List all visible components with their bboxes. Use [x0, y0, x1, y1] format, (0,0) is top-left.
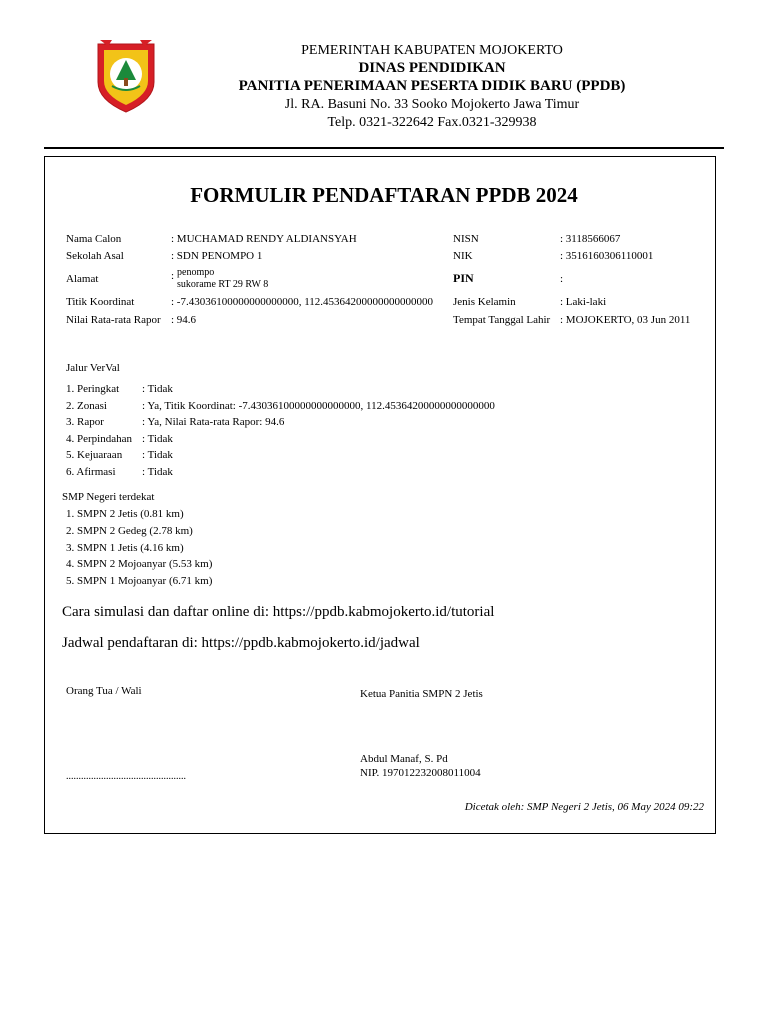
header-phone: Telp. 0321-322642 Fax.0321-329938 — [327, 115, 537, 130]
jalur-label: 3. Rapor — [66, 416, 104, 428]
list-item: 2. SMPN 2 Gedeg (2.78 km) — [66, 525, 193, 537]
header-divider — [44, 147, 724, 149]
jalur-title: Jalur VerVal — [66, 362, 120, 374]
alamat-colon: : — [171, 270, 175, 282]
label-nama-calon: Nama Calon — [66, 233, 122, 245]
smp-title: SMP Negeri terdekat — [62, 491, 155, 503]
jalur-value: : Ya, Nilai Rata-rata Rapor: 94.6 — [142, 416, 285, 428]
jalur-value: : Tidak — [142, 466, 173, 478]
jalur-value: : Tidak — [142, 383, 173, 395]
value-nisn: : 3118566067 — [560, 233, 621, 245]
tutorial-link-text: Cara simulasi dan daftar online di: https://ppdb.kabmojokerto.id/tutorial — [62, 604, 495, 620]
list-item: 3. SMPN 1 Jetis (4.16 km) — [66, 542, 184, 554]
jalur-value: : Ya, Titik Koordinat: -7.43036100000000000000, 112.45364200000000000000 — [142, 400, 495, 412]
jalur-value: : Tidak — [142, 433, 173, 445]
value-nik: : 3516160306110001 — [560, 250, 654, 262]
header-government: PEMERINTAH KABUPATEN MOJOKERTO — [301, 43, 563, 58]
label-titik-koordinat: Titik Koordinat — [66, 296, 135, 308]
list-item: 5. SMPN 1 Mojoanyar (6.71 km) — [66, 575, 213, 587]
committee-nip: NIP. 197012232008011004 — [360, 767, 481, 779]
jalur-value: : Tidak — [142, 449, 173, 461]
committee-signature-label: Ketua Panitia SMPN 2 Jetis — [360, 688, 483, 700]
list-item: 1. SMPN 2 Jetis (0.81 km) — [66, 508, 184, 520]
value-nilai-rapor: : 94.6 — [171, 314, 197, 326]
header-committee: PANITIA PENERIMAAN PESERTA DIDIK BARU (PPDB) — [238, 78, 626, 94]
jalur-label: 4. Perpindahan — [66, 433, 132, 445]
label-tempat-tanggal-lahir: Tempat Tanggal Lahir — [453, 314, 551, 326]
label-sekolah-asal: Sekolah Asal — [66, 250, 124, 262]
label-nilai-rapor: Nilai Rata-rata Rapor — [66, 314, 161, 326]
value-titik-koordinat: : -7.43036100000000000000, 112.45364200000000000000 — [171, 296, 434, 308]
committee-name: Abdul Manaf, S. Pd — [360, 753, 448, 765]
jalur-label: 6. Afirmasi — [66, 466, 116, 478]
label-pin: PIN — [453, 271, 474, 285]
parent-signature-line: ................................................ — [66, 771, 186, 782]
label-nik: NIK — [453, 250, 473, 262]
jalur-label: 5. Kejuaraan — [66, 449, 123, 461]
value-nama-calon: : MUCHAMAD RENDY ALDIANSYAH — [171, 233, 357, 245]
value-alamat-line1: penompo — [177, 267, 215, 278]
label-jenis-kelamin: Jenis Kelamin — [453, 296, 516, 308]
jalur-label: 1. Peringkat — [66, 383, 120, 395]
value-pin: : — [560, 273, 564, 285]
header-address: Jl. RA. Basuni No. 33 Sooko Mojokerto Jawa Timur — [284, 97, 580, 112]
label-nisn: NISN — [453, 233, 479, 245]
value-tempat-tanggal-lahir: : MOJOKERTO, 03 Jun 2011 — [560, 314, 691, 326]
schedule-link-text: Jadwal pendaftaran di: https://ppdb.kabmojokerto.id/jadwal — [62, 635, 420, 651]
list-item: 4. SMPN 2 Mojoanyar (5.53 km) — [66, 558, 213, 570]
value-jenis-kelamin: : Laki-laki — [560, 296, 607, 308]
jalur-label: 2. Zonasi — [66, 400, 107, 412]
value-sekolah-asal: : SDN PENOMPO 1 — [171, 250, 263, 262]
parent-signature-label: Orang Tua / Wali — [66, 685, 142, 697]
value-alamat-line2: sukorame RT 29 RW 8 — [177, 279, 269, 290]
form-title: FORMULIR PENDAFTARAN PPDB 2024 — [190, 183, 578, 207]
label-alamat: Alamat — [66, 273, 99, 285]
printed-by-footer: Dicetak oleh: SMP Negeri 2 Jetis, 06 May 2024 09:22 — [464, 801, 704, 813]
header-agency: DINAS PENDIDIKAN — [358, 60, 506, 76]
